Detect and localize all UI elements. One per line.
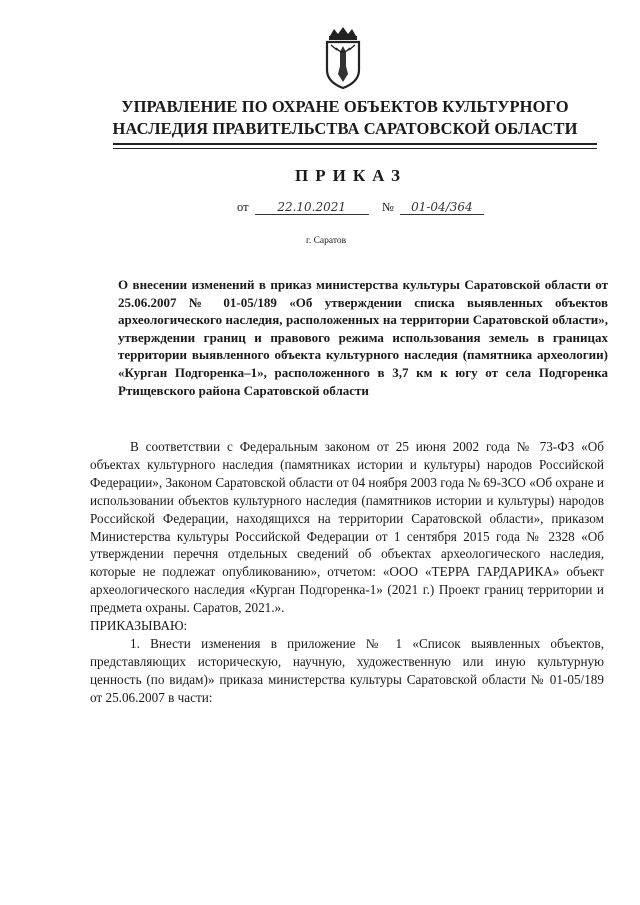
item-1-paragraph: 1. Внести изменения в приложение № 1 «Список выявленных объектов, представляющих историческую, научную, художественную или иную культурную ценность (по видам)» приказа министерства культуры Саратовской области № 01-05/189 от 25.06.2007 в части: [90, 635, 604, 705]
agency-name-line1: УПРАВЛЕНИЕ ПО ОХРАНЕ ОБЪЕКТОВ КУЛЬТУРНОГО [121, 97, 569, 116]
document-city: г. Саратов [306, 236, 347, 246]
document-date: 22.10.2021 [255, 200, 369, 215]
document-type-title: ПРИКАЗ [295, 166, 407, 185]
agency-name-line2: НАСЛЕДИЯ ПРАВИТЕЛЬСТВА САРАТОВСКОЙ ОБЛАСТИ [112, 119, 578, 138]
number-prefix: № [381, 200, 394, 214]
document-number: 01-04/364 [400, 200, 484, 215]
document-subject: О внесении изменений в приказ министерства культуры Саратовской области от 25.06.2007 № 01-05/189 «Об утверждении списка выявленных объектов археологического наследия, расположенных на территории Саратовской области», утверждении границ и правового режима использования земель в границах территории выявленного объекта культурного наследия (памятника археологии) «Курган Подгоренка–1», расположенного в 3,7 км к югу от села Подгоренка Ртищевского района Саратовской области [118, 277, 608, 398]
preamble-paragraph: В соответствии с Федеральным законом от 25 июня 2002 года № 73-ФЗ «Об объектах культурного наследия (памятниках истории и культуры) народов Российской Федерации», Законом Саратовской области от 04 ноября 2003 года № 69-ЗСО «Об охране и использовании объектов культурного наследия (памятников истории и культуры) народов Российской Федерации, находящихся на территории Саратовской области», приказом Министерства культуры Российской Федерации от 1 сентября 2015 года № 2328 «Об утверждении перечня отдельных сведений об объектах археологического наследия, которые не подлежат опубликованию», отчетом: «ООО «ТЕРРА ГАРДАРИКА» объект археологического наследия «Курган Подгоренка-1» (2021 г.) Проект границ территории и предмета охраны. Саратов, 2021.». [90, 439, 604, 616]
document-body [90, 438, 604, 707]
header-divider-thin [113, 148, 597, 149]
saratov-coat-of-arms-icon [322, 26, 364, 90]
header-divider-thick [113, 143, 597, 145]
date-prefix: от [237, 200, 249, 214]
order-word: ПРИКАЗЫВАЮ: [90, 618, 188, 634]
date-number-row [237, 200, 484, 215]
